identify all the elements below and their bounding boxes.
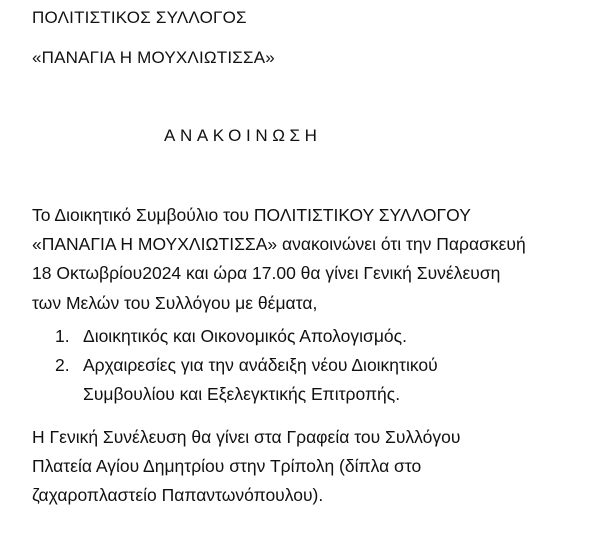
agenda-item: [32, 351, 602, 409]
location-line: ζαχαροπλαστείο Παπαντωνόπουλου).: [32, 485, 324, 506]
location-paragraph: [32, 423, 602, 511]
agenda-item-text: Συμβουλίου και Εξελεγκτικής Επιτροπής.: [83, 384, 401, 405]
intro-line: Το Διοικητικό Συμβούλιο του ΠΟΛΙΤΙΣΤΙΚΟΥ ΣΥΛΛΟΓΟΥ: [32, 205, 471, 225]
organization-title: «ΠΑΝΑΓΙΑ Η ΜΟΥΧΛΙΩΤΙΣΣΑ»: [32, 48, 275, 67]
location-line: Η Γενική Συνέλευση θα γίνει στα Γραφεία του Συλλόγου: [32, 427, 461, 447]
intro-line: των Μελών του Συλλόγου με θέματα,: [32, 292, 318, 313]
agenda-item-text: Αρχαιρεσίες για την ανάδειξη νέου Διοικητικού: [83, 355, 438, 376]
agenda-item-text: Διοικητικός και Οικονομικός Απολογισμός.: [83, 326, 407, 346]
agenda-item: [32, 322, 602, 351]
announcement-heading: ΑΝΑΚΟΙΝΩΣΗ: [164, 126, 322, 145]
agenda-list: [32, 322, 602, 410]
agenda-item-number: 2.: [55, 355, 70, 376]
agenda-item-number: 1.: [55, 326, 70, 346]
organization-name: ΠΟΛΙΤΙΣΤΙΚΟΣ ΣΥΛΛΟΓΟΣ: [32, 8, 247, 27]
location-line: Πλατεία Αγίου Δημητρίου στην Τρίπολη (δίπλα στο: [32, 456, 422, 477]
intro-line: 18 Οκτωβρίου2024 και ώρα 17.00 θα γίνει Γενική Συνέλευση: [32, 263, 501, 284]
intro-line: «ΠΑΝΑΓΙΑ Η ΜΟΥΧΛΙΩΤΙΣΣΑ» ανακοινώνει ότι την Παρασκευή: [32, 234, 526, 255]
intro-paragraph: [32, 201, 602, 318]
